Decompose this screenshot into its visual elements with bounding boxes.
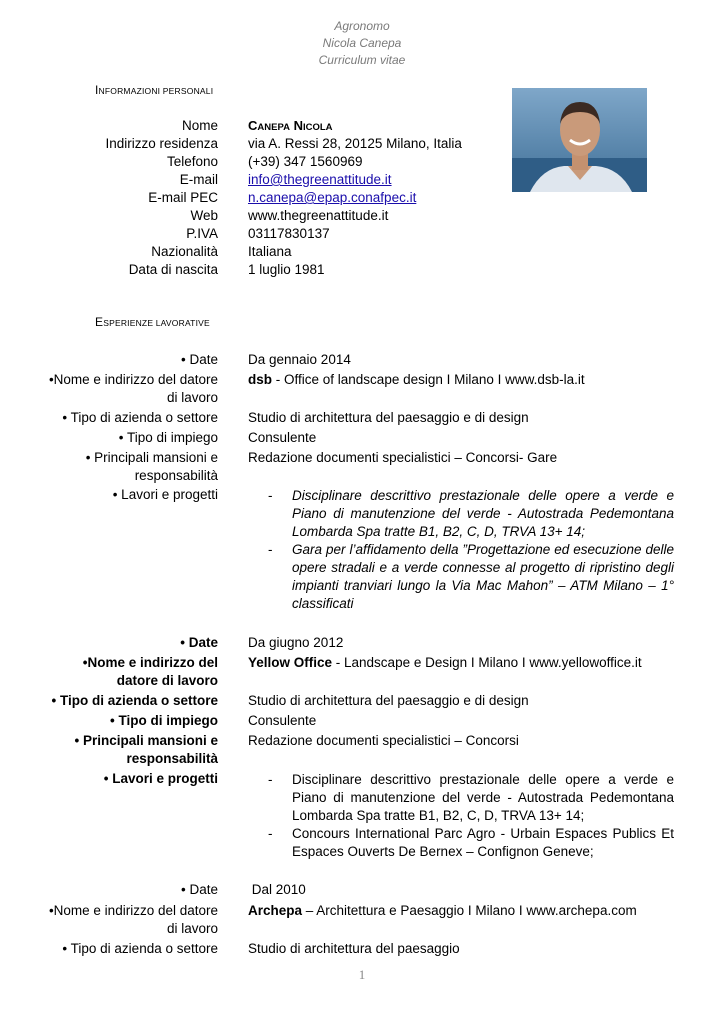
label-duties-cont: responsabilità <box>134 468 218 483</box>
value-web: www.thegreenattitude.it <box>248 208 389 223</box>
value-employer: dsb - Office of landscape design I Milano I www.dsb-la.it <box>248 372 585 387</box>
email-link[interactable]: info@thegreenattitude.it <box>248 172 392 187</box>
value-vat: 03117830137 <box>248 226 330 241</box>
projects-list <box>268 487 674 613</box>
value-duties: Redazione documenti specialistici – Concorsi- Gare <box>248 450 558 465</box>
list-item: - Disciplinare descrittivo prestazionale delle opere a verde e Piano di manutenzione del verde - Autostrada Pedemontana Lombarda Spa tratte B1, B2, C, D, TRVA 13+ 14; <box>268 488 674 539</box>
label-birth-date: Data di nascita <box>128 262 218 277</box>
value-company-type: Studio di architettura del paesaggio <box>248 941 460 956</box>
label-employer-cont: datore di lavoro <box>116 673 218 688</box>
value-company-type: Studio di architettura del paesaggio e di design <box>248 693 529 708</box>
label-projects: • Lavori e progetti <box>112 487 218 502</box>
label-email: E-mail <box>179 172 218 187</box>
label-duties: • Principali mansioni e <box>85 450 218 465</box>
header-doc-title: Curriculum vitae <box>318 53 406 67</box>
value-job-type: Consulente <box>248 430 317 445</box>
projects-list <box>268 771 674 861</box>
value-name: CANEPA NICOLA <box>248 118 333 133</box>
label-date: • Date <box>180 635 218 650</box>
header-name: Nicola Canepa <box>322 36 402 50</box>
header-profession: Agronomo <box>334 19 390 33</box>
list-item: - Disciplinare descrittivo prestazionale delle opere a verde e Piano di manutenzione del verde - Autostrada Pedemontana Lombarda Spa tratte B1, B2, C, D, TRVA 13+ 14; <box>268 772 674 823</box>
label-duties-cont: responsabilità <box>126 751 218 766</box>
value-employer: Archepa – Architettura e Paesaggio I Milano I www.archepa.com <box>248 903 637 918</box>
list-item: - Gara per l’affidamento della ”Progettazione ed esecuzione delle opere stradali e a verde connesse al progetto di ripristino degli impianti tranviari lungo la Via Mac Mahon” – ATM Milano – 1° classificati <box>268 542 674 611</box>
value-address: via A. Ressi 28, 20125 Milano, Italia <box>248 136 462 151</box>
label-vat: P.IVA <box>186 226 218 241</box>
label-nationality: Nazionalità <box>151 244 218 259</box>
value-birth-date: 1 luglio 1981 <box>248 262 325 277</box>
label-web: Web <box>190 208 218 223</box>
label-email-pec: E-mail PEC <box>148 190 218 205</box>
section-title-personal: INFORMAZIONI PERSONALI <box>95 83 214 97</box>
list-item: - Concours International Parc Agro - Urbain Espaces Publics Et Espaces Ouverts De Bernex – Confignon Geneve; <box>268 826 674 859</box>
label-date: • Date <box>181 352 218 367</box>
value-date: Da giugno 2012 <box>248 635 344 650</box>
label-job-type: • Tipo di impiego <box>118 430 218 445</box>
value-nationality: Italiana <box>248 244 292 259</box>
label-employer: •Nome e indirizzo del datore <box>48 903 218 918</box>
label-employer: •Nome e indirizzo del <box>82 655 218 670</box>
label-job-type: • Tipo di impiego <box>110 713 218 728</box>
label-name: Nome <box>181 118 218 133</box>
label-address: Indirizzo residenza <box>105 136 218 151</box>
label-employer-cont: di lavoro <box>166 390 218 405</box>
label-duties: • Principali mansioni e <box>74 733 218 748</box>
value-job-type: Consulente <box>248 713 317 728</box>
label-company-type: • Tipo di azienda o settore <box>62 410 218 425</box>
page-number: 1 <box>358 967 366 982</box>
section-title-experience: ESPERIENZE LAVORATIVE <box>95 315 210 329</box>
label-employer: •Nome e indirizzo del datore <box>48 372 218 387</box>
value-company-type: Studio di architettura del paesaggio e di design <box>248 410 529 425</box>
value-duties: Redazione documenti specialistici – Concorsi <box>248 733 519 748</box>
label-projects: • Lavori e progetti <box>103 771 218 786</box>
label-company-type: • Tipo di azienda o settore <box>51 693 218 708</box>
value-date: Dal 2010 <box>248 882 306 897</box>
value-employer: Yellow Office - Landscape e Design I Milano I www.yellowoffice.it <box>248 655 642 670</box>
value-email-pec <box>248 189 416 207</box>
label-employer-cont: di lavoro <box>166 921 218 936</box>
value-phone: (+39) 347 1560969 <box>248 154 363 169</box>
label-date: • Date <box>181 882 218 897</box>
email-pec-link[interactable]: n.canepa@epap.conafpec.it <box>248 190 417 205</box>
value-email <box>248 171 392 189</box>
label-phone: Telefono <box>166 154 218 169</box>
value-date: Da gennaio 2014 <box>248 352 351 367</box>
profile-photo <box>512 88 647 192</box>
label-company-type: • Tipo di azienda o settore <box>62 941 218 956</box>
